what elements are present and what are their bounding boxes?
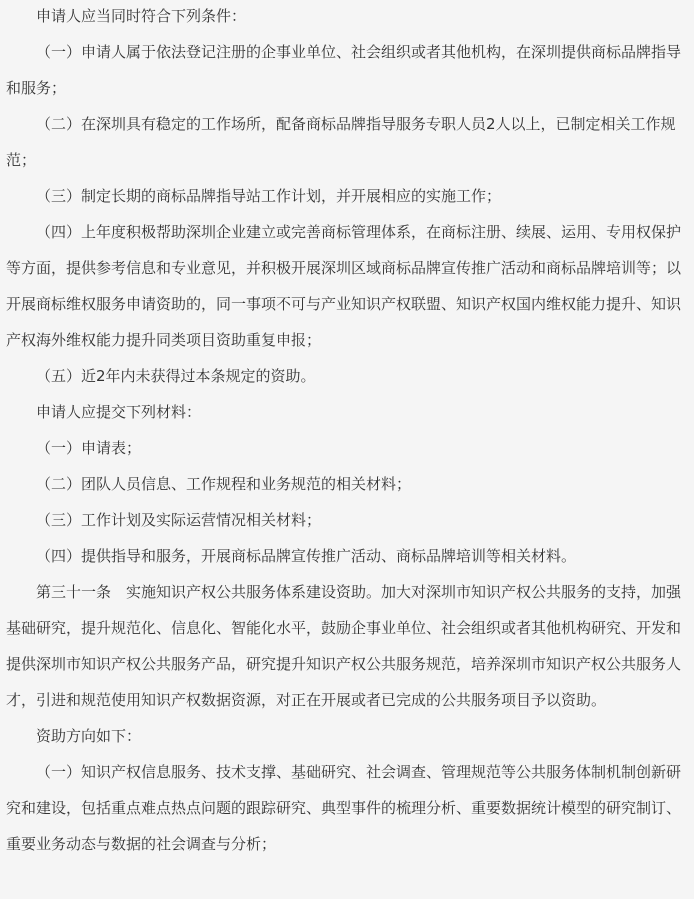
materials-intro: 申请人应提交下列材料：: [36, 403, 202, 421]
article-31: 第三十一条 实施知识产权公共服务体系建设资助。加大对深圳市知识产权公共服务的支持，加强基础研究，提升规范化、信息化、智能化水平，鼓励企事业单位、社会组织或者其他机构研究、开发和提供深圳市知识产权公共服务产品，研究提升知识产权公共服务规范，培养深圳市知识产权公共服务人才，引进和规范使用知识产权数据资源，对正在开展或者已完成的公共服务项目予以资助。: [6, 583, 682, 709]
condition-item-2: （二）在深圳具有稳定的工作场所，配备商标品牌指导服务专职人员2人以上，已制定相关工作规范；: [6, 115, 676, 169]
funding-directions-intro: 资助方向如下：: [36, 727, 142, 745]
material-item-2: （二）团队人员信息、工作规程和业务规范的相关材料；: [36, 475, 412, 493]
funding-direction-item-1: （一）知识产权信息服务、技术支撑、基础研究、社会调查、管理规范等公共服务体制机制创新研究和建设，包括重点难点热点问题的跟踪研究、典型事件的梳理分析、重要数据统计模型的研究制订、重要业务动态与数据的社会调查与分析；: [6, 763, 682, 853]
material-item-4: （四）提供指导和服务，开展商标品牌宣传推广活动、商标品牌培训等相关材料。: [36, 547, 577, 565]
condition-item-1: （一）申请人属于依法登记注册的企事业单位、社会组织或者其他机构，在深圳提供商标品牌指导和服务；: [6, 43, 682, 97]
conditions-intro: 申请人应当同时符合下列条件：: [36, 7, 247, 25]
material-item-1: （一）申请表；: [36, 439, 142, 457]
material-item-3: （三）工作计划及实际运营情况相关材料；: [36, 511, 322, 529]
condition-item-3: （三）制定长期的商标品牌指导站工作计划，并开展相应的实施工作；: [36, 187, 502, 205]
condition-item-5: （五）近2年内未获得过本条规定的资助。: [36, 367, 316, 385]
condition-item-4: （四）上年度积极帮助深圳企业建立或完善商标管理体系，在商标注册、续展、运用、专用权保护等方面，提供参考信息和专业意见，并积极开展深圳区域商标品牌宣传推广活动和商标品牌培训等；以开展商标维权服务申请资助的，同一事项不可与产业知识产权联盟、知识产权国内维权能力提升、知识产权海外维权能力提升同类项目资助重复申报；: [6, 223, 682, 349]
